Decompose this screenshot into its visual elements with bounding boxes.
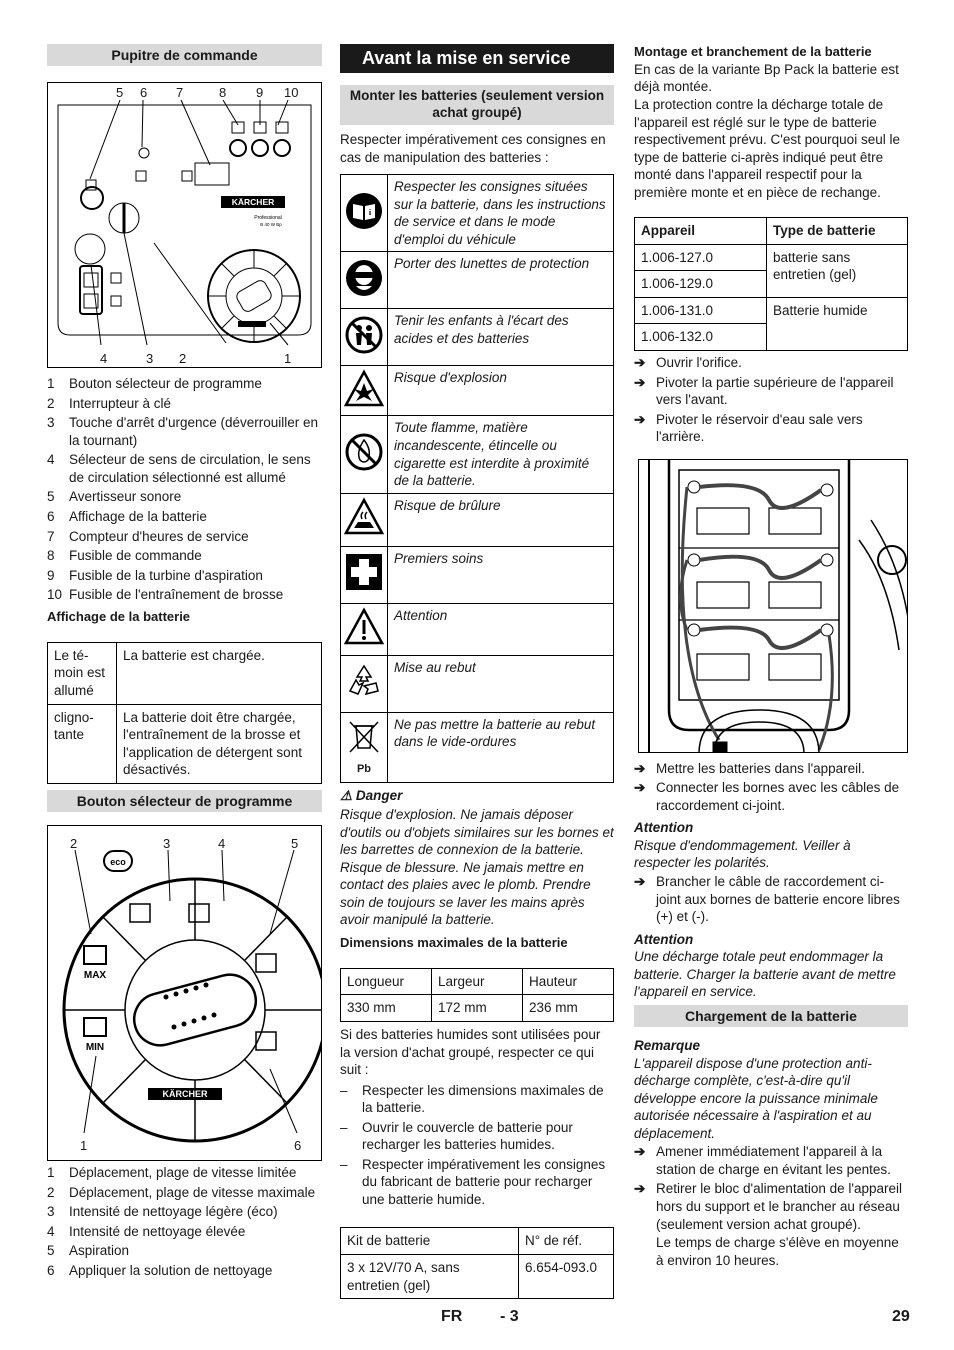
selector-brand: KÄRCHER xyxy=(162,1089,208,1100)
no-bin-icon xyxy=(344,718,384,758)
kit-header: N° de réf. xyxy=(519,1228,614,1255)
footer-section: - 3 xyxy=(500,1308,519,1325)
steps-list-1 xyxy=(634,353,908,447)
attention-1-title: Attention xyxy=(634,820,694,836)
subsection-heading: Monter les batteries (seulement version achat groupé) xyxy=(340,85,614,125)
burn-icon xyxy=(344,497,384,537)
list-item: 6 Appliquer la solution de nettoyage xyxy=(47,1262,273,1278)
list-item: 4 Intensité de nettoyage élevée xyxy=(47,1223,246,1239)
fig-label: 5 xyxy=(116,85,124,101)
explosion-icon xyxy=(344,369,384,409)
program-selector-figure xyxy=(47,825,322,1161)
danger-title: Danger xyxy=(355,787,403,803)
charge-time: Le temps de charge s'élève en moyenne à environ 10 heures. xyxy=(656,1235,899,1268)
fig-label: 1 xyxy=(80,1138,88,1154)
charge-steps xyxy=(634,1142,908,1234)
selector-heading: Bouton sélecteur de programme xyxy=(47,790,322,812)
list-item: 9 Fusible de la turbine d'aspiration xyxy=(47,567,263,583)
control-panel-figure xyxy=(47,82,322,368)
column-right xyxy=(634,44,908,1269)
list-item: 1 Bouton sélecteur de programme xyxy=(47,376,262,392)
type-device: 1.006-131.0 xyxy=(635,297,767,324)
fig-label: 2 xyxy=(70,836,78,852)
battery-display-heading: Affichage de la batterie xyxy=(47,608,191,624)
list-item: 5 Avertisseur sonore xyxy=(47,489,182,505)
fig-label: 2 xyxy=(179,351,187,367)
list-item: 3 Touche d'arrêt d'urgence (déverrouiller en la tournant) xyxy=(47,415,319,448)
fig-label: 6 xyxy=(294,1138,302,1154)
panel-professional: Professional xyxy=(254,215,282,222)
recycle-icon xyxy=(344,661,384,701)
control-panel-drawing xyxy=(48,83,321,368)
wet-battery-list xyxy=(340,1081,614,1210)
list-item: ➔ Connecter les bornes avec les câbles de raccordement ci-joint. xyxy=(634,780,900,813)
steps-list-3 xyxy=(634,872,908,927)
kit-value: 3 x 12V/70 A, sans entretien (gel) xyxy=(341,1254,519,1298)
list-item: ➔ Brancher le câble de raccordement ci-joint aux bornes de batterie encore libres (+) et (-). xyxy=(634,874,900,925)
max-label: MAX xyxy=(83,970,107,982)
symbol-text: Porter des lunettes de protection xyxy=(388,252,614,309)
list-item: 8 Fusible de commande xyxy=(47,548,202,564)
battery-meaning: La batterie est chargée. xyxy=(117,642,322,704)
symbol-text: Risque d'explosion xyxy=(388,366,614,416)
steps-list-2 xyxy=(634,759,908,816)
symbol-text: Attention xyxy=(388,603,614,655)
symbol-text: Toute flamme, matière incandescente, étincelle ou cigarette est interdite à proximité de la batterie. xyxy=(388,416,614,493)
control-panel-legend xyxy=(47,374,322,605)
list-item: ➔ Ouvrir l'orifice. xyxy=(634,355,742,370)
warning-icon: ⚠ xyxy=(340,787,353,803)
battery-install-drawing xyxy=(639,460,908,753)
first-aid-icon xyxy=(344,552,384,592)
fig-label: 8 xyxy=(219,85,227,101)
type-wet: Batterie humide xyxy=(767,297,908,350)
list-item: – Ouvrir le couvercle de batterie pour recharger les batteries humides. xyxy=(340,1119,573,1153)
list-item: ➔ Pivoter la partie supérieure de l'appareil vers l'avant. xyxy=(634,374,894,408)
battery-state: Le té-moin est allumé xyxy=(48,642,117,704)
eco-label: eco xyxy=(110,857,126,868)
attention-2-text: Une décharge totale peut endommager la batterie. Charger la batterie avant de mettre l'appareil en service. xyxy=(634,949,896,1000)
list-item: 2 Déplacement, plage de vitesse maximale xyxy=(47,1184,316,1200)
fig-label: 1 xyxy=(284,351,292,367)
column-middle xyxy=(340,44,614,1299)
svg-text:i: i xyxy=(368,208,372,218)
mount-heading: Montage et branchement de la batterie xyxy=(634,44,872,59)
arrow-icon: ➔ xyxy=(634,874,646,890)
list-item: ➔ Pivoter le réservoir d'eau sale vers l'arrière. xyxy=(634,411,863,445)
goggles-icon xyxy=(344,258,384,298)
list-item: 4 Sélecteur de sens de circulation, le sens de circulation sélectionné est allumé xyxy=(47,452,311,485)
list-item: 5 Aspiration xyxy=(47,1243,130,1259)
symbol-text: Respecter les consignes situées sur la batterie, dans les instructions de service et dans le mode d'emploi du véhicule xyxy=(388,175,614,252)
list-item: ➔ Mettre les batteries dans l'appareil. xyxy=(634,760,865,776)
warning-icon xyxy=(344,607,384,647)
dims-header: Largeur xyxy=(432,968,523,995)
safety-symbols-table xyxy=(340,174,614,782)
list-item: 2 Interrupteur à clé xyxy=(47,395,172,411)
manual-icon xyxy=(344,191,384,231)
fig-label: 5 xyxy=(291,836,299,852)
fig-label: 3 xyxy=(163,836,171,852)
charge-heading: Chargement de la batterie xyxy=(634,1005,908,1027)
list-item: 1 Déplacement, plage de vitesse limitée xyxy=(47,1165,297,1181)
type-device: 1.006-129.0 xyxy=(635,271,767,298)
danger-heading xyxy=(340,787,614,805)
kit-value: 6.654-093.0 xyxy=(519,1254,614,1298)
symbol-text: Risque de brûlure xyxy=(388,493,614,546)
mount-paragraph-1: En cas de la variante Bp Pack la batterie est déjà montée. xyxy=(634,61,899,95)
pb-label: Pb xyxy=(356,763,372,776)
fig-label: 7 xyxy=(176,85,184,101)
list-item: 6 Affichage de la batterie xyxy=(47,509,207,525)
attention-1-text: Risque d'endommagement. Veiller à respecter les polarités. xyxy=(634,837,851,871)
symbol-text: Ne pas mettre la batterie au rebut dans le vide-ordures xyxy=(388,712,614,782)
fig-label: 4 xyxy=(218,836,226,852)
fig-label: 3 xyxy=(146,351,154,367)
list-item: 7 Compteur d'heures de service xyxy=(47,528,249,544)
dims-table xyxy=(340,968,614,1022)
symbol-text: Tenir les enfants à l'écart des acides et des batteries xyxy=(388,309,614,366)
fig-label: 4 xyxy=(100,351,108,367)
list-item: – Respecter les dimensions maximales de la batterie. xyxy=(340,1082,604,1116)
main-section-heading: Avant la mise en service xyxy=(340,44,614,73)
footer-page-number: 29 xyxy=(892,1308,910,1325)
battery-type-table xyxy=(634,217,908,351)
wet-battery-intro: Si des batteries humides sont utilisées pour la version d'achat groupé, respecter ce qui suit : xyxy=(340,1026,601,1078)
symbol-text: Premiers soins xyxy=(388,546,614,603)
panel-brand: KÄRCHER xyxy=(231,197,275,208)
battery-install-figure xyxy=(638,459,908,753)
attention-2-title: Attention xyxy=(634,931,694,947)
type-gel: batterie sans entretien (gel) xyxy=(767,244,908,297)
type-device: 1.006-132.0 xyxy=(635,324,767,351)
mount-paragraph-2: La protection contre la décharge totale de l'appareil est réglé sur le type de batterie respectivement prévu. C'est pourquoi seul le type de batterie ci-après indiqué peut être monté dans l'appareil respectif pour la première monte et en pièce de rechange. xyxy=(634,96,900,200)
program-selector-drawing xyxy=(48,826,321,1161)
battery-state: cligno-tante xyxy=(48,704,117,783)
battery-display-table xyxy=(47,642,322,784)
fig-label: 6 xyxy=(140,85,148,101)
dims-header: Longueur xyxy=(341,968,432,995)
list-item: 3 Intensité de nettoyage légère (éco) xyxy=(47,1204,278,1220)
control-panel-heading: Pupitre de commande xyxy=(47,44,322,66)
type-header: Appareil xyxy=(635,218,767,245)
dims-heading: Dimensions maximales de la batterie xyxy=(340,934,568,950)
type-header: Type de batterie xyxy=(767,218,908,245)
fig-label: 10 xyxy=(284,85,299,101)
dims-value: 236 mm xyxy=(523,995,614,1022)
kit-header: Kit de batterie xyxy=(341,1228,519,1255)
dims-value: 172 mm xyxy=(432,995,523,1022)
selector-legend xyxy=(47,1163,322,1280)
list-item: – Respecter impérativement les consignes du fabricant de batterie pour recharger une batterie humide. xyxy=(340,1156,606,1207)
remark-title: Remarque xyxy=(634,1038,701,1054)
dims-header: Hauteur xyxy=(523,968,614,995)
danger-text: Risque d'explosion. Ne jamais déposer d'outils ou d'objets similaires sur les bornes et les barrettes de connexion de la batterie. Risque de blessure. Ne jamais mettre en contact des plaies avec le plomb. Prendre soin de toujours se laver les mains après avoir manipulé la batterie. xyxy=(340,807,614,928)
intro-text: Respecter impérativement ces consignes en cas de manipulation des batteries : xyxy=(340,132,606,165)
list-item: 10 Fusible de l'entraînement de brosse xyxy=(47,587,284,603)
list-item: ➔ Amener immédiatement l'appareil à la station de charge en évitant les pentes. xyxy=(634,1144,891,1177)
battery-meaning: La batterie doit être chargée, l'entraînement de la brosse et l'application de détergent sont désactivés. xyxy=(117,704,322,783)
no-fire-icon xyxy=(344,432,384,472)
remark-text: L'appareil dispose d'une protection anti-décharge complète, c'est-à-dire qu'il développe encore la puissance minimale autorisée nécessaire à l'aspiration et au déplacement. xyxy=(634,1055,878,1141)
panel-model: B 40 W Bp xyxy=(260,222,282,228)
battery-kit-table xyxy=(340,1227,614,1299)
fig-label: 9 xyxy=(256,85,264,101)
column-left xyxy=(47,44,322,1280)
symbol-text: Mise au rebut xyxy=(388,655,614,712)
min-label: MIN xyxy=(85,1042,105,1054)
footer-lang: FR xyxy=(441,1308,463,1325)
children-icon xyxy=(344,315,384,355)
list-item: ➔ Retirer le bloc d'alimentation de l'appareil hors du support et le brancher au réseau (seulement version achat groupé). xyxy=(634,1181,903,1232)
type-device: 1.006-127.0 xyxy=(635,244,767,271)
dims-value: 330 mm xyxy=(341,995,432,1022)
